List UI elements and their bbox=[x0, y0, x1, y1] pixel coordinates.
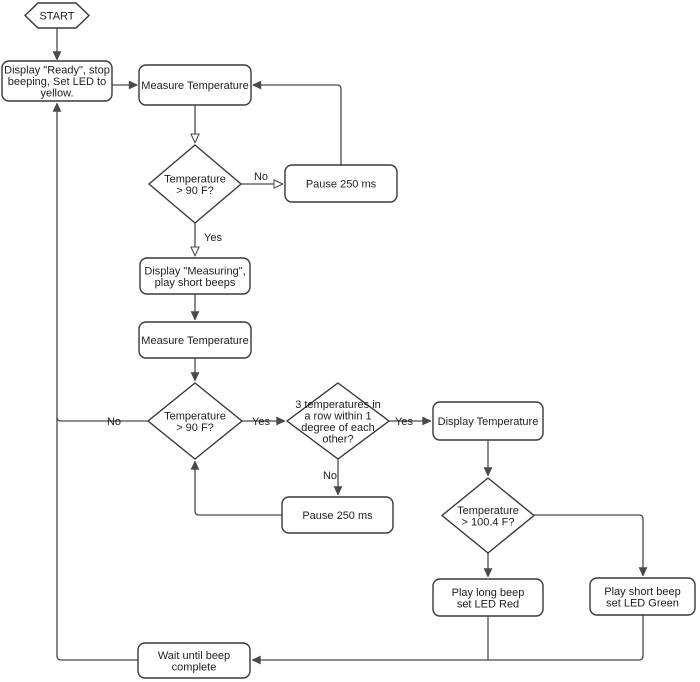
edge-pause1-back-to-measure1 bbox=[253, 85, 341, 165]
node-play-long-beep-led-red bbox=[433, 579, 543, 616]
node-display-ready bbox=[2, 61, 112, 101]
node-pause-250-ms-2 bbox=[282, 497, 393, 533]
edge-label-yes-2: Yes bbox=[252, 416, 270, 428]
edge-decision2-no-to-return-line bbox=[57, 417, 148, 421]
edge-pause2-back-to-decision2 bbox=[195, 462, 282, 516]
node-play-short-beep-led-green bbox=[590, 578, 695, 615]
node-display-measuring bbox=[140, 258, 250, 294]
node-measure-temperature-1-label: Measure Temperature bbox=[141, 80, 249, 92]
node-measure-temperature-2 bbox=[139, 322, 251, 358]
edge-label-yes-3: Yes bbox=[395, 416, 413, 428]
node-display-ready-label: Display "Ready", stop beeping, Set LED to yellow. bbox=[4, 64, 110, 100]
node-start-label: START bbox=[39, 10, 75, 23]
edge-label-no-3: No bbox=[322, 470, 338, 482]
nodes bbox=[2, 3, 695, 678]
node-decision-three-temps-in-row-label: 3 temperatures in a row within 1 degree of each other? bbox=[295, 398, 381, 446]
node-measure-temperature-2-label: Measure Temperature bbox=[141, 335, 249, 347]
node-decision-temp-above-100-4 bbox=[442, 478, 534, 553]
node-wait-until-beep-complete bbox=[138, 643, 250, 678]
edge-label-yes-1: Yes bbox=[204, 232, 222, 244]
node-start bbox=[25, 3, 89, 28]
node-pause-250-ms-1-label: Pause 250 ms bbox=[305, 178, 377, 191]
node-decision-temp-above-100-4-label: Temperature > 100.4 F? bbox=[457, 504, 519, 529]
node-display-temperature bbox=[433, 402, 543, 440]
edge-decision4-to-play-short-beep bbox=[534, 515, 643, 576]
node-decision-three-temps-in-row bbox=[287, 383, 389, 459]
node-decision-temp-above-90-1 bbox=[149, 145, 241, 223]
edge-label-no-2: No bbox=[106, 416, 122, 428]
edge-label-no-1: No bbox=[253, 171, 269, 183]
node-play-short-beep-led-green-label: Play short beep set LED Green bbox=[604, 585, 681, 610]
node-pause-250-ms-1 bbox=[285, 165, 397, 202]
node-display-measuring-label: Display "Measuring", play short beeps bbox=[144, 265, 246, 289]
edge-return-line-to-display-ready bbox=[57, 104, 138, 661]
node-measure-temperature-1 bbox=[139, 65, 251, 105]
node-decision-temp-above-90-1-label: Temperature > 90 F? bbox=[164, 173, 226, 197]
node-play-long-beep-led-red-label: Play long beep set LED Red bbox=[451, 586, 525, 611]
node-pause-250-ms-2-label: Pause 250 ms bbox=[302, 510, 373, 522]
node-wait-until-beep-complete-label: Wait until beep complete bbox=[157, 649, 231, 674]
node-decision-temp-above-90-2-label: Temperature > 90 F? bbox=[164, 410, 226, 434]
edge-play-short-beep-to-wait bbox=[253, 615, 644, 660]
node-decision-temp-above-90-2 bbox=[148, 383, 242, 459]
node-display-temperature-label: Display Temperature bbox=[437, 416, 539, 428]
